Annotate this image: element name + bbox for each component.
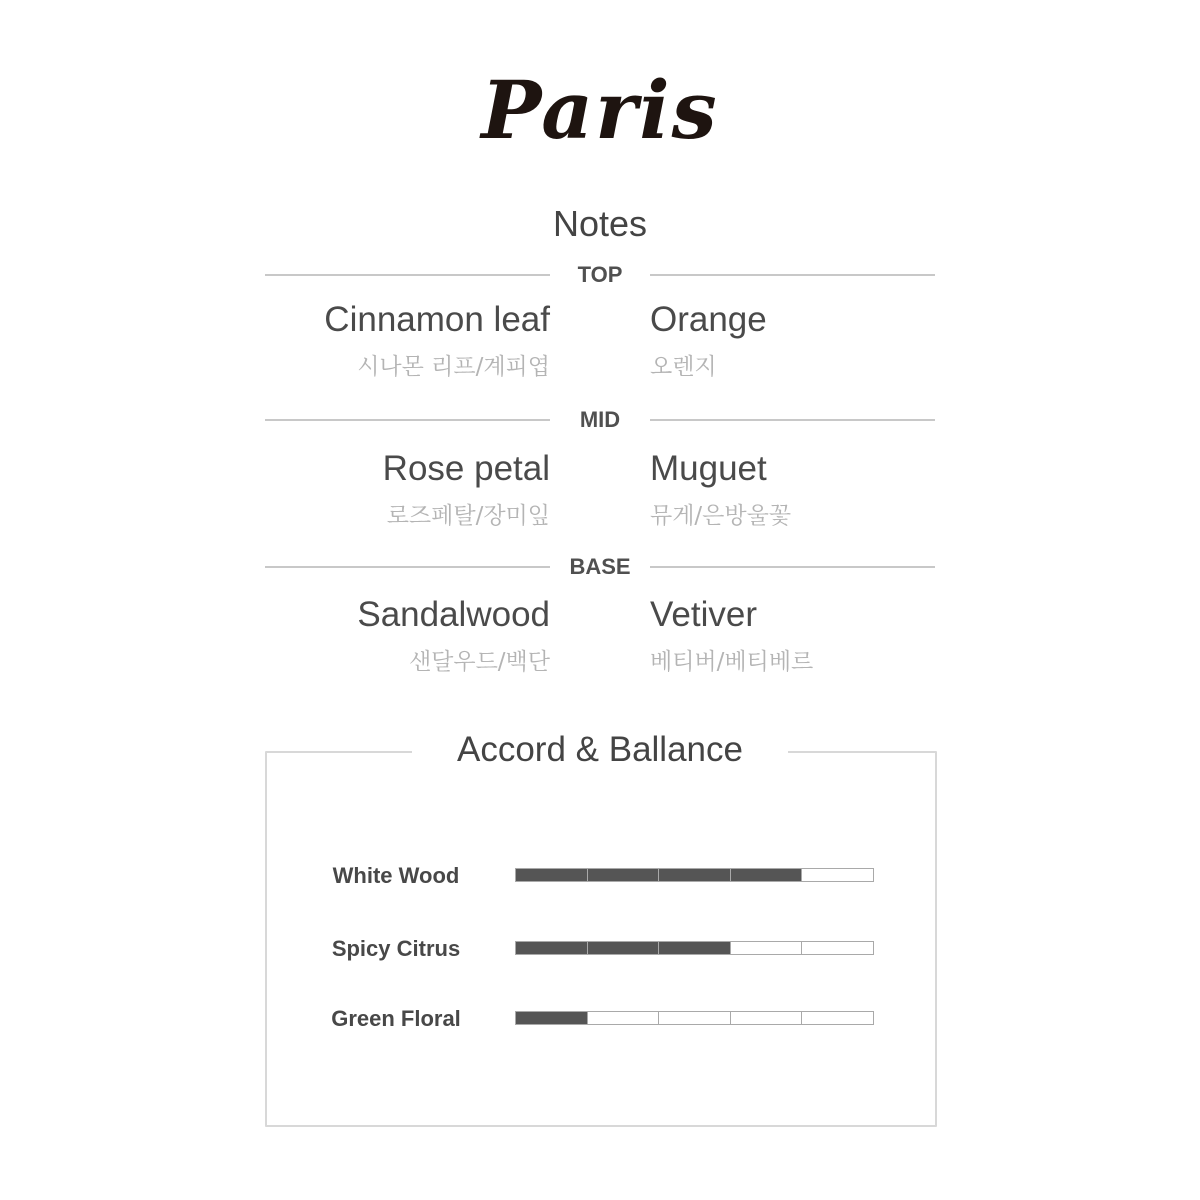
- accord-label: White Wood: [332, 863, 460, 888]
- note-mid-left-korean: 로즈페탈/장미잎: [386, 503, 550, 529]
- bar-segment-empty: [802, 1012, 873, 1024]
- bar-segment-empty: [802, 942, 873, 954]
- bar-segment-empty: [588, 1012, 660, 1024]
- note-top-right-name: Orange: [650, 300, 767, 339]
- bar-segment-filled: [659, 869, 731, 881]
- bar-segment-filled: [731, 869, 803, 881]
- note-top-right-korean: 오렌지: [650, 354, 717, 380]
- bar-segment-filled: [516, 1012, 588, 1024]
- note-base-right-korean: 베티버/베티베르: [650, 649, 814, 675]
- note-base-right-name: Vetiver: [650, 595, 757, 634]
- section-divider-base: [265, 552, 935, 582]
- bar-segment-filled: [588, 942, 660, 954]
- section-label-top: TOP: [577, 262, 623, 287]
- note-mid-right-name: Muguet: [650, 449, 767, 488]
- bar-segment-filled: [516, 869, 588, 881]
- bar-segment-filled: [659, 942, 731, 954]
- note-base-left-name: Sandalwood: [357, 595, 550, 634]
- divider-line: [650, 419, 935, 421]
- divider-line: [265, 566, 550, 568]
- divider-line: [265, 419, 550, 421]
- accord-label: Green Floral: [331, 1006, 461, 1031]
- accord-row-spicy-citrus: [300, 934, 900, 964]
- bar-segment-filled: [588, 869, 660, 881]
- accord-level-bar: [515, 868, 874, 882]
- note-base-left-korean: 샌달우드/백단: [408, 649, 550, 675]
- accord-level-bar: [515, 941, 874, 955]
- accord-row-white-wood: [300, 861, 900, 891]
- bar-segment-filled: [516, 942, 588, 954]
- section-divider-mid: [265, 405, 935, 435]
- note-top-left-name: Cinnamon leaf: [324, 300, 550, 339]
- bar-segment-empty: [802, 869, 873, 881]
- section-divider-top: [265, 260, 935, 290]
- note-mid-right-korean: 뮤게/은방울꽃: [650, 503, 792, 529]
- divider-line: [650, 566, 935, 568]
- bar-segment-empty: [659, 1012, 731, 1024]
- accord-row-green-floral: [300, 1004, 900, 1034]
- accord-level-bar: [515, 1011, 874, 1025]
- divider-line: [265, 274, 550, 276]
- accord-label: Spicy Citrus: [331, 936, 461, 961]
- section-label-mid: MID: [579, 407, 621, 432]
- notes-heading: Notes: [552, 203, 648, 244]
- bar-segment-empty: [731, 1012, 803, 1024]
- brand-logo: Paris: [481, 63, 719, 157]
- note-top-left-korean: 시나몬 리프/계피엽: [357, 354, 550, 380]
- section-label-base: BASE: [569, 554, 631, 579]
- bar-segment-empty: [731, 942, 803, 954]
- note-mid-left-name: Rose petal: [382, 449, 550, 488]
- accord-title: Accord & Ballance: [412, 727, 788, 773]
- divider-line: [650, 274, 935, 276]
